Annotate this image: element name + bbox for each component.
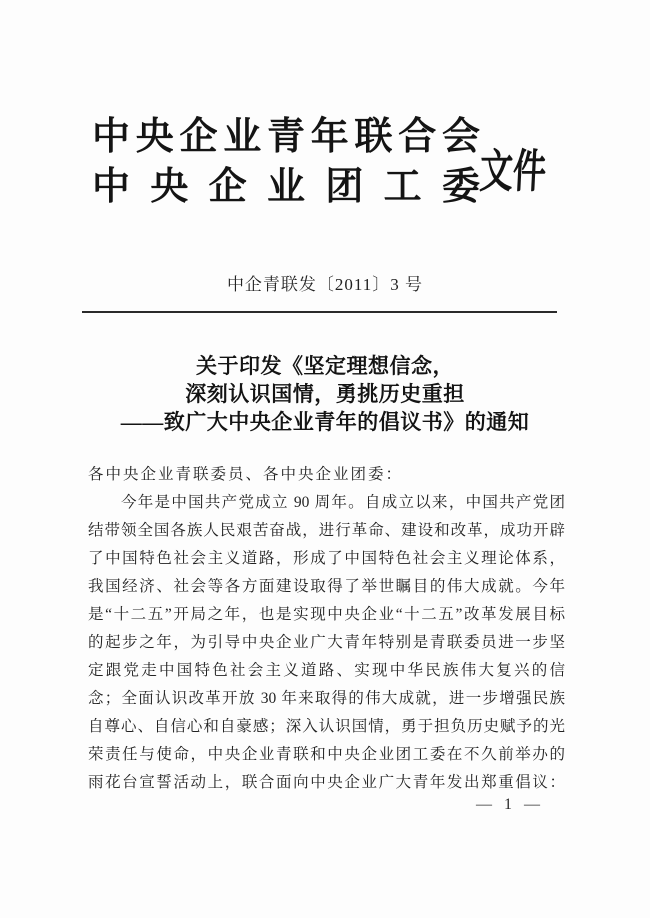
letterhead [92,112,552,212]
title-line: 关于印发《坚定理想信念， [196,354,454,378]
body-line: 是“十二五”开局之年，也是实现中央企业“十二五”改革发展目标 [88,606,565,623]
body-line: 自尊心、自信心和自豪感；深入认识国情，勇于担负历史赋予的光 [88,718,565,735]
body-line: 结带领全国各族人民艰苦奋战，进行革命、建设和改革，成功开辟 [88,522,565,539]
document-title [0,352,650,436]
body-line: 了中国特色社会主义道路，形成了中国特色社会主义理论体系， [88,550,565,567]
body-line: 定跟党走中国特色社会主义道路、实现中华民族伟大复兴的信 [88,662,565,679]
org-name-line2: 中央企业团工委 [92,166,480,208]
body-line: 雨花台宣誓活动上，联合面向中央企业广大青年发出郑重倡议： [88,774,565,791]
document-body [88,461,565,797]
document-type-label: 文件 [478,146,548,197]
document-reference-number: 中企青联发〔2011〕3 号 [226,275,424,294]
body-line: 今年是中国共产党成立 90 周年。自成立以来，中国共产党团 [121,494,565,511]
body-paragraph [88,489,565,797]
issuing-org-names [92,112,480,212]
body-line: 我国经济、社会等各方面建设取得了举世瞩目的伟大成就。今年 [88,578,565,595]
title-line: ——致广大中央企业青年的倡议书》的通知 [120,410,530,434]
salutation-line: 各中央企业青联委员、各中央企业团委： [88,466,404,483]
page-number: — 1 — [476,796,544,813]
body-line: 荣责任与使命，中央企业青联和中央企业团工委在不久前举办的 [88,746,565,763]
body-line: 的起步之年，为引导中央企业广大青年特别是青联委员进一步坚 [88,634,565,651]
org-name-line1: 中央企业青年联合会 [92,116,480,158]
body-line: 念；全面认识改革开放 30 年来取得的伟大成就，进一步增强民族 [88,690,565,707]
letterhead-divider-rule [82,311,557,313]
title-line: 深刻认识国情，勇挑历史重担 [185,382,465,406]
